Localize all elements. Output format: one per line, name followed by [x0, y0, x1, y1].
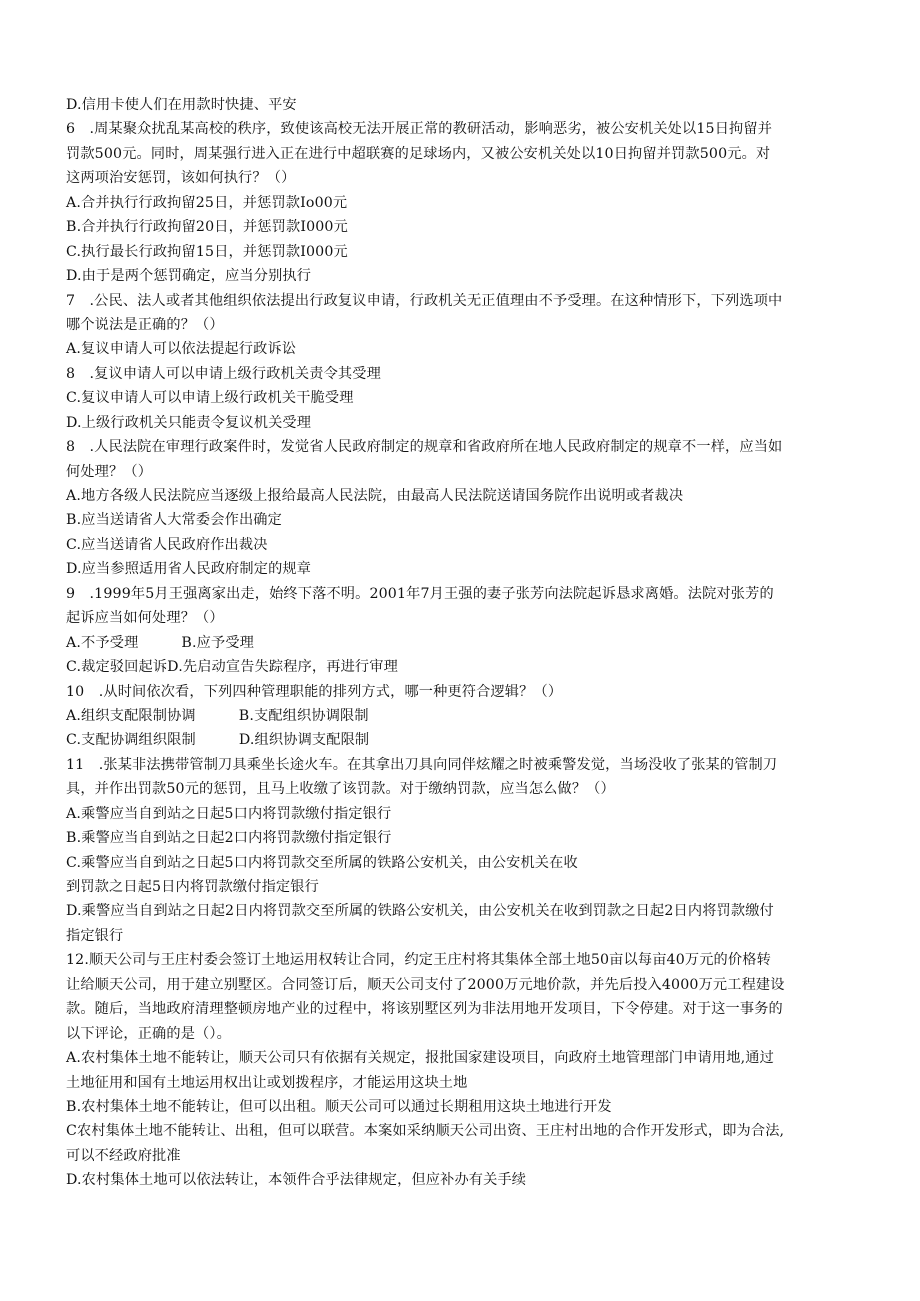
option-line: C.裁定驳回起诉D.先启动宣告失踪程序，再进行审理	[66, 659, 398, 676]
option-line: C农村集体土地不能转让、出租，但可以联营。本案如采纳顺天公司出资、王庄村出地的合作开发形式，即为合法,	[66, 1123, 785, 1140]
option-line: A.乘警应当自到站之日起5口内将罚款缴付指定银行	[66, 805, 392, 822]
option-line: C.执行最长行政拘留15日，并惩罚款I000元	[66, 243, 348, 260]
option-line: A.复议申请人可以依法提起行政诉讼	[66, 341, 297, 358]
option-line: D.乘警应当自到站之日起2日内将罚款交至所属的铁路公安机关，由公安机关在收到罚款之日起2日内将罚款缴付	[66, 903, 774, 920]
question-7-stem: 7 .公民、法人或者其他组织依法提出行政复议申请，行政机关无正值理由不予受理。在这种情形下，下列选项中	[66, 292, 783, 309]
option-line: A.不予受理 B.应予受理	[66, 634, 255, 651]
option-line: B.应当送请省人大常委会作出确定	[66, 512, 282, 529]
option-line: 8 .复议申请人可以申请上级行政机关责令其受理	[66, 365, 381, 382]
text-line: 何处理？（）	[66, 463, 153, 480]
option-line: B.合并执行行政拘留20日，并惩罚款I000元	[66, 219, 348, 236]
option-line: B.乘警应当自到站之日起2口内将罚款缴付指定银行	[66, 830, 392, 847]
option-line: D.上级行政机关只能责令复议机关受理	[66, 414, 312, 431]
document-body	[66, 93, 846, 1193]
option-line: A.地方各级人民法院应当逐级上报给最高人民法院，由最高人民法院送请国务院作出说明或者裁决	[66, 488, 684, 504]
text-line: 可以不经政府批准	[66, 1147, 181, 1164]
option-line: C.乘警应当自到站之日起5口内将罚款交至所属的铁路公安机关，由公安机关在收	[66, 854, 578, 871]
option-line: D.由于是两个惩罚确定，应当分别执行	[66, 268, 312, 285]
option-line: A.合并执行行政拘留25日，并惩罚款Io00元	[66, 194, 348, 211]
text-line: 指定银行	[66, 927, 124, 944]
option-line: C.支配协调组织限制 D.组织协调支配限制	[66, 732, 370, 749]
question-10-stem: 10 .从时间依次看，下列四种管理职能的排列方式，哪一种更符合逻辑？（）	[66, 683, 563, 700]
text-line: 罚款500元。同时，周某强行进入正在进行中超联赛的足球场内，又被公安机关处以10日拘留并罚款500元。对	[66, 145, 771, 162]
text-line: D.信用卡使人们在用款时快捷、平安	[66, 97, 297, 113]
option-line: D.应当参照适用省人民政府制定的规章	[66, 561, 312, 578]
question-12-stem: 12.顺天公司与王庄村委会签订土地运用权转让合同，约定王庄村将其集体全部土地50亩以每亩40万元的价格转	[66, 952, 771, 969]
text-line: 具，并作出罚款50元的惩罚，且马上收缴了该罚款。对于缴纳罚款，应当怎么做？（）	[66, 781, 615, 798]
text-line: 哪个说法是正确的？（）	[66, 316, 224, 333]
option-line: C.应当送请省人民政府作出裁决	[66, 536, 268, 553]
text-line: 到罚款之日起5日内将罚款缴付指定银行	[66, 879, 319, 895]
text-line: 这两项治安惩罚，该如何执行？（）	[66, 170, 296, 187]
question-8-stem: 8 .人民法院在审理行政案件时，发觉省人民政府制定的规章和省政府所在地人民政府制定的规章不一样，应当如	[66, 439, 783, 456]
text-line: 起诉应当如何处理？（）	[66, 610, 224, 627]
question-11-stem: 11 .张某非法携带管制刀具乘坐长途火车。在其拿出刀具向同伴炫耀之时被乘警发觉，当场没收了张某的管制刀	[66, 756, 778, 773]
text-line: 以下评论，正确的是（）。	[66, 1025, 231, 1042]
text-line: 让给顺天公司，用于建立别墅区。合同签订后，顺天公司支付了2000万元地价款，并先后投入4000万元工程建设	[66, 976, 785, 993]
option-line: A.农村集体土地不能转让，顺天公司只有依据有关规定，报批国家建设项目，向政府土地管理部门申请用地,通过	[66, 1050, 774, 1067]
option-line: B.农村集体土地不能转让，但可以出租。顺天公司可以通过长期租用这块土地进行开发	[66, 1098, 612, 1115]
question-6-stem: 6 .周某聚众扰乱某高校的秩序，致使该高校无法开展正常的教研活动，影响恶劣，被公安机关处以15日拘留并	[66, 121, 773, 138]
option-line: A.组织支配限制协调 B.支配组织协调限制	[66, 707, 369, 724]
option-line: C.复议申请人可以申请上级行政机关干脆受理	[66, 390, 354, 407]
text-line: 土地征用和国有土地运用权出让或划拨程序，才能运用这块土地	[66, 1074, 468, 1091]
question-9-stem: 9 .1999年5月王强离家出走，始终下落不明。2001年7月王强的妻子张芳向法院起诉恳求离婚。法院对张芳的	[66, 585, 774, 602]
text-line: 款。随后，当地政府清理整顿房地产业的过程中，将该别墅区列为非法用地开发项目，下令停建。对于这一事务的	[66, 1001, 783, 1018]
option-line: D.农村集体土地可以依法转让，本领件合乎法律规定，但应补办有关手续	[66, 1172, 527, 1189]
